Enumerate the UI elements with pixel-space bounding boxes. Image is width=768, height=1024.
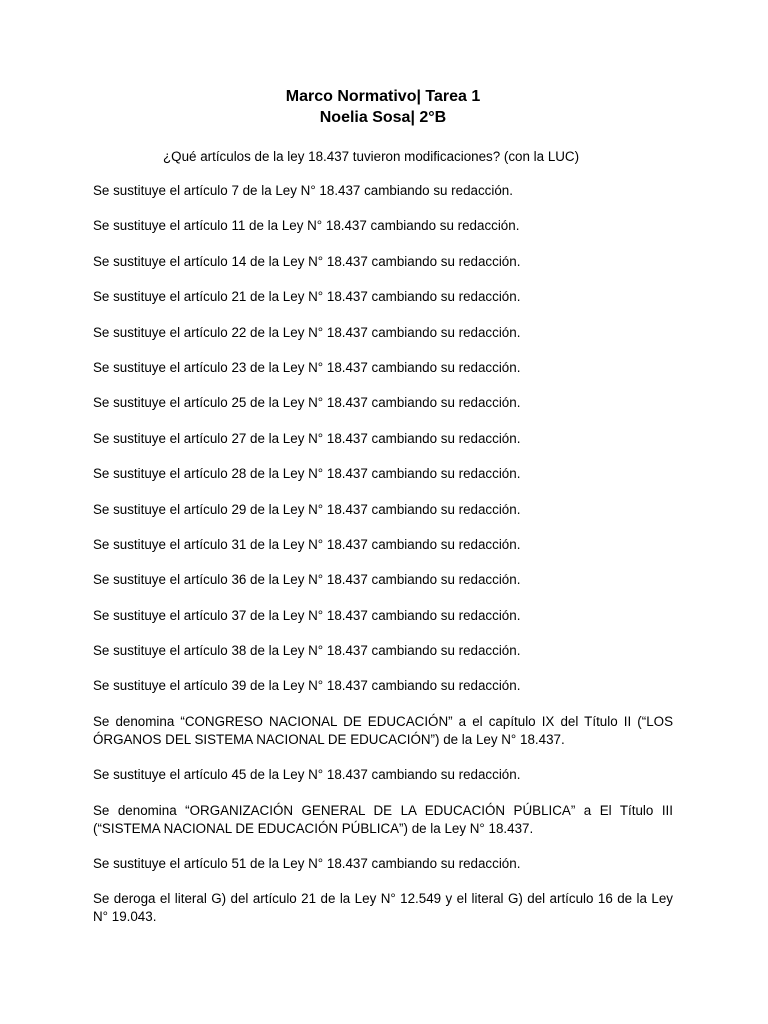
paragraph: Se sustituye el artículo 38 de la Ley N° 18.437 cambiando su redacción.: [93, 643, 521, 659]
paragraph: Se sustituye el artículo 36 de la Ley N° 18.437 cambiando su redacción.: [93, 572, 521, 588]
paragraph: Se sustituye el artículo 21 de la Ley N° 18.437 cambiando su redacción.: [93, 289, 521, 305]
paragraph: Se sustituye el artículo 29 de la Ley N° 18.437 cambiando su redacción.: [93, 501, 521, 517]
paragraph: Se sustituye el artículo 25 de la Ley N° 18.437 cambiando su redacción.: [93, 395, 521, 411]
paragraph: Se sustituye el artículo 11 de la Ley N° 18.437 cambiando su redacción.: [93, 218, 520, 234]
paragraph: Se sustituye el artículo 22 de la Ley N° 18.437 cambiando su redacción.: [93, 324, 521, 340]
paragraph: Se sustituye el artículo 37 de la Ley N° 18.437 cambiando su redacción.: [93, 607, 521, 623]
document-subtitle: Noelia Sosa| 2°B: [319, 109, 447, 126]
paragraph: Se sustituye el artículo 39 de la Ley N° 18.437 cambiando su redacción.: [93, 678, 521, 694]
paragraph: Se denomina “CONGRESO NACIONAL DE EDUCACIÓN” a el capítulo IX del Título II (“LOS ÓRGANOS DEL SISTEMA NACIONAL DE EDUCACIÓN”) de la Ley N° 18.437.: [93, 713, 673, 747]
paragraph: Se sustituye el artículo 7 de la Ley N° 18.437 cambiando su redacción.: [93, 183, 513, 198]
paragraph: Se sustituye el artículo 23 de la Ley N° 18.437 cambiando su redacción.: [93, 359, 521, 375]
paragraph: Se denomina “ORGANIZACIÓN GENERAL DE LA EDUCACIÓN PÚBLICA” a El Título III (“SISTEMA NACIONAL DE EDUCACIÓN PÚBLICA”) de la Ley N° 18.437.: [93, 802, 673, 836]
paragraph: Se sustituye el artículo 51 de la Ley N° 18.437 cambiando su redacción.: [93, 856, 521, 872]
paragraph: Se sustituye el artículo 27 de la Ley N° 18.437 cambiando su redacción.: [93, 430, 521, 446]
paragraph: Se sustituye el artículo 14 de la Ley N° 18.437 cambiando su redacción.: [93, 253, 521, 269]
paragraph: Se sustituye el artículo 31 de la Ley N° 18.437 cambiando su redacción.: [93, 536, 521, 552]
question-text: ¿Qué artículos de la ley 18.437 tuvieron modificaciones? (con la LUC): [163, 149, 580, 164]
paragraph: Se sustituye el artículo 28 de la Ley N° 18.437 cambiando su redacción.: [93, 466, 521, 482]
document-title: Marco Normativo| Tarea 1: [285, 88, 481, 105]
paragraph: Se sustituye el artículo 45 de la Ley N° 18.437 cambiando su redacción.: [93, 767, 521, 783]
paragraph: Se deroga el literal G) del artículo 21 de la Ley N° 12.549 y el literal G) del artículo 16 de la Ley N° 19.043.: [93, 891, 673, 925]
document-page: [93, 86, 673, 926]
